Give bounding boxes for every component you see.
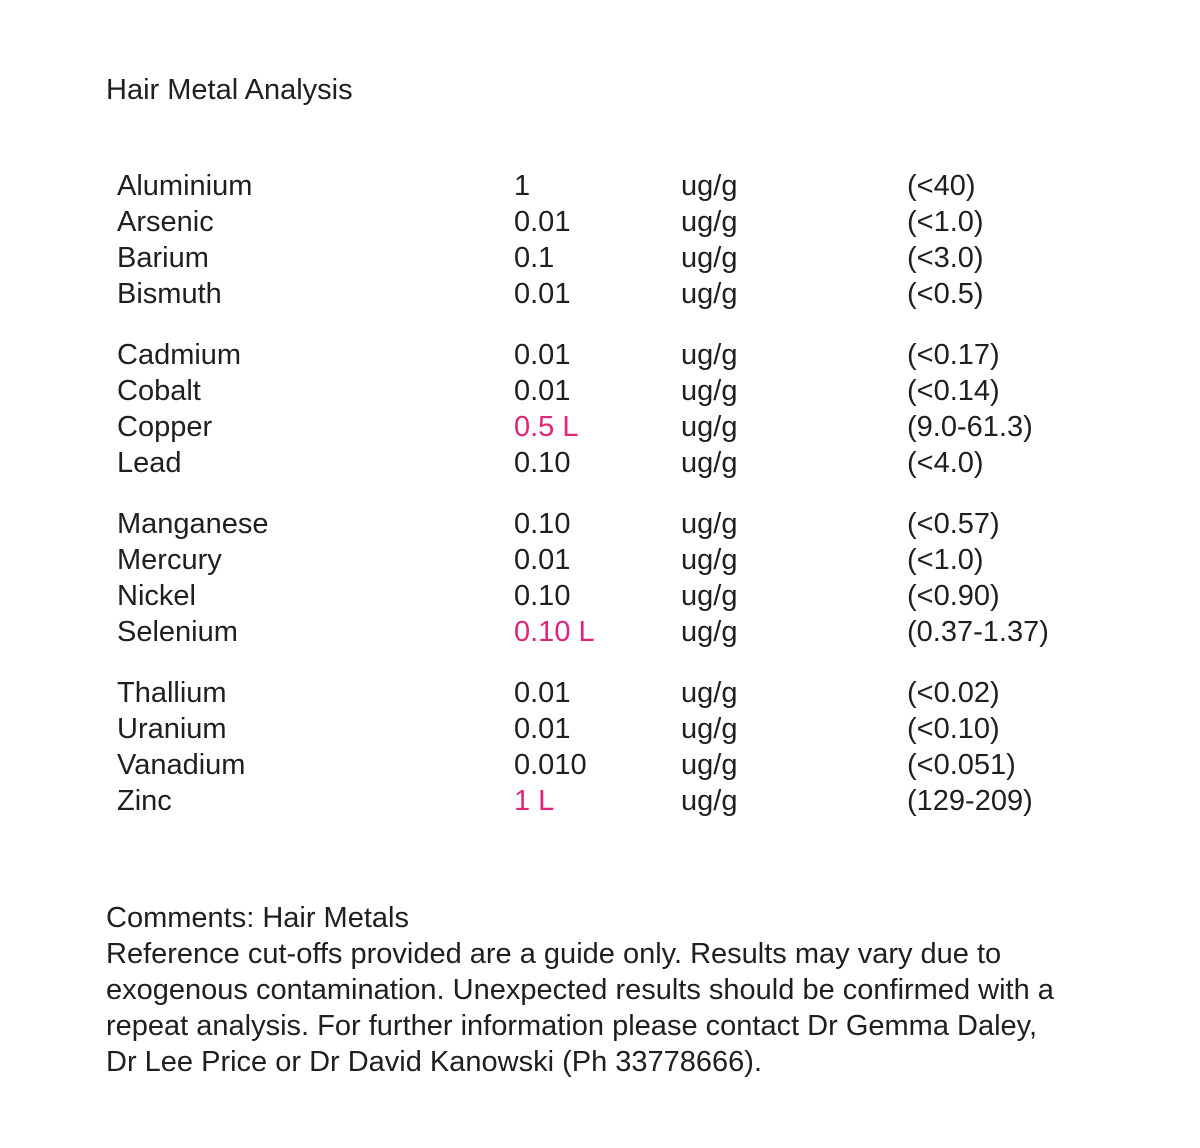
comments-text-line: exogenous contamination. Unexpected results should be confirmed with a [106,974,1054,1006]
report-title: Hair Metal Analysis [106,74,353,106]
metal-name: Nickel [117,580,196,612]
metal-name: Barium [117,242,209,274]
comments-text-line: repeat analysis. For further information please contact Dr Gemma Daley, [106,1010,1038,1042]
metal-value: 0.10 [514,580,571,612]
reference-range: (<3.0) [907,242,984,274]
metal-value: 0.01 [514,544,571,576]
reference-range: (<0.10) [907,713,1000,745]
result-row-manganese [0,506,1200,542]
metal-value: 0.010 [514,749,587,781]
result-row-aluminium [0,168,1200,204]
result-row-copper [0,409,1200,445]
reference-range: (<0.14) [907,375,1000,407]
metal-name: Selenium [117,616,238,648]
metal-name: Zinc [117,785,172,817]
result-row-zinc [0,783,1200,819]
metal-unit: ug/g [681,242,738,274]
result-row-arsenic [0,204,1200,240]
result-row-cobalt [0,373,1200,409]
metal-unit: ug/g [681,580,738,612]
metal-value: 0.10 [514,508,571,540]
reference-range: (<0.02) [907,677,1000,709]
metal-value: 0.1 [514,242,555,274]
metal-name: Bismuth [117,278,222,310]
reference-range: (<0.051) [907,749,1016,781]
metal-name: Cadmium [117,339,242,371]
reference-range: (<1.0) [907,544,984,576]
result-row-selenium [0,614,1200,650]
metal-value-flagged-low: 0.5 L [514,411,579,443]
metal-value: 0.01 [514,677,571,709]
metal-unit: ug/g [681,785,738,817]
metal-name: Manganese [117,508,269,540]
result-row-vanadium [0,747,1200,783]
metal-name: Thallium [117,677,227,709]
reference-range: (<0.5) [907,278,984,310]
reference-range: (<4.0) [907,447,984,479]
metal-name: Lead [117,447,182,479]
reference-range: (<1.0) [907,206,984,238]
metal-name: Vanadium [117,749,246,781]
reference-range: (0.37-1.37) [907,616,1049,648]
metal-name: Uranium [117,713,227,745]
metal-value: 1 [514,170,531,202]
metal-name: Copper [117,411,213,443]
reference-range: (<0.90) [907,580,1000,612]
metal-value: 0.01 [514,278,571,310]
result-row-bismuth [0,276,1200,312]
reference-range: (<0.17) [907,339,1000,371]
metal-unit: ug/g [681,339,738,371]
metal-name: Arsenic [117,206,214,238]
metal-unit: ug/g [681,170,738,202]
reference-range: (<0.57) [907,508,1000,540]
result-row-cadmium [0,337,1200,373]
metal-value-flagged-low: 0.10 L [514,616,595,648]
result-row-uranium [0,711,1200,747]
metal-unit: ug/g [681,616,738,648]
metal-value: 0.01 [514,375,571,407]
metal-unit: ug/g [681,447,738,479]
metal-name: Mercury [117,544,222,576]
metal-unit: ug/g [681,508,738,540]
comments-section [106,900,1166,1080]
result-row-mercury [0,542,1200,578]
metal-unit: ug/g [681,713,738,745]
metal-unit: ug/g [681,677,738,709]
reference-range: (<40) [907,170,976,202]
metal-name: Aluminium [117,170,253,202]
metal-value: 0.10 [514,447,571,479]
metal-unit: ug/g [681,411,738,443]
metal-unit: ug/g [681,375,738,407]
metal-unit: ug/g [681,544,738,576]
metal-name: Cobalt [117,375,201,407]
result-row-barium [0,240,1200,276]
comments-text-line: Reference cut-offs provided are a guide only. Results may vary due to [106,938,1002,970]
comments-title: Comments: Hair Metals [106,902,409,934]
comments-text-line: Dr Lee Price or Dr David Kanowski (Ph 33778666). [106,1046,763,1078]
result-row-lead [0,445,1200,481]
reference-range: (129-209) [907,785,1033,817]
metal-value: 0.01 [514,713,571,745]
metal-unit: ug/g [681,278,738,310]
metal-unit: ug/g [681,749,738,781]
metal-value: 0.01 [514,339,571,371]
metal-unit: ug/g [681,206,738,238]
result-row-nickel [0,578,1200,614]
result-row-thallium [0,675,1200,711]
reference-range: (9.0-61.3) [907,411,1033,443]
metal-value-flagged-low: 1 L [514,785,555,817]
metal-value: 0.01 [514,206,571,238]
